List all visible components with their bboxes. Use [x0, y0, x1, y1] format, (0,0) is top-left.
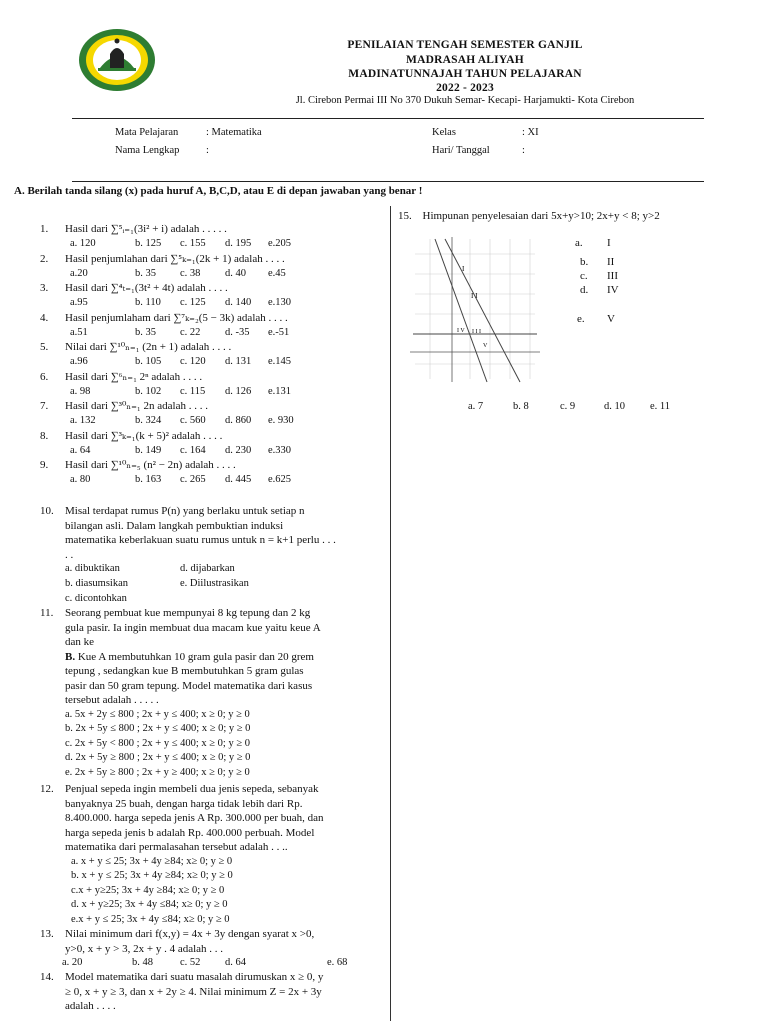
question-text: tersebut adalah . . . . .: [65, 694, 159, 706]
year-line: MADINATUNNAJAH TAHUN PELAJARAN: [348, 68, 582, 80]
q15-bottom-a[interactable]: a. 7: [468, 401, 484, 412]
option-d[interactable]: d. 2x + 5y ≥ 800 ; 2x + y ≤ 400; x ≥ 0; y ≥ 0: [65, 752, 251, 763]
q15-choice-a[interactable]: [575, 236, 611, 251]
option-e[interactable]: e.625: [268, 474, 292, 485]
subject-label: Mata Pelajaran: [115, 127, 179, 138]
question-text: Misal terdapat rumus P(n) yang berlaku untuk setiap n: [65, 505, 305, 517]
question-number: 15.: [398, 210, 412, 222]
question-text: gula pasir. Ia ingin membuat dua macam kue yaitu keue A: [65, 621, 321, 634]
question-number: 8.: [40, 429, 49, 442]
option-e[interactable]: e. Diilustrasikan: [180, 578, 249, 589]
questions-1-9: [40, 222, 385, 488]
option-d[interactable]: d. 195: [225, 238, 252, 249]
option-a[interactable]: a. 64: [70, 444, 91, 456]
question-number: 6.: [40, 370, 49, 383]
option-a[interactable]: a.20: [70, 267, 88, 279]
option-c[interactable]: c.x + y≥25; 3x + 4y ≥84; x≥ 0; y ≥ 0: [71, 884, 225, 896]
option-c[interactable]: c. 52: [180, 957, 201, 968]
choice-letter: a.: [575, 237, 583, 249]
option-c[interactable]: c. 22: [180, 326, 201, 338]
option-d[interactable]: d. dijabarkan: [180, 563, 235, 574]
option-a[interactable]: a. 120: [70, 238, 96, 249]
option-b[interactable]: b. 48: [132, 957, 153, 968]
question-text: Himpunan penyelesaian dari 5x+y>10; 2x+y < 8; y>2: [422, 210, 660, 222]
question-text: Hasil penjumlahan dari ∑⁵ₖ₌₁(2k + 1) adalah . . . .: [65, 252, 285, 265]
option-e[interactable]: e.x + y ≤ 25; 3x + 4y ≤84; x≥ 0; y ≥ 0: [71, 913, 230, 925]
option-d[interactable]: d. 64: [225, 957, 246, 968]
option-e[interactable]: e. 2x + 5y ≥ 800 ; 2x + y ≥ 400; x ≥ 0; y ≥ 0: [65, 766, 250, 778]
question-number: 12.: [40, 783, 54, 795]
choice-value: II: [607, 256, 615, 268]
divider: [72, 181, 704, 182]
question-text: dan ke: [65, 636, 95, 648]
school-logo: [78, 28, 156, 92]
instruction: A. Berilah tanda silang (x) pada huruf A, B,C,D, atau E di depan jawaban yang benar !: [14, 185, 423, 197]
question-text: . .: [65, 548, 74, 561]
question-text: harga sepeda jenis b adalah Rp. 400.000 perbuah. Model: [65, 826, 315, 839]
question-text: 8.400.000. harga sepeda jenis A Rp. 300.000 per buah, dan: [65, 812, 324, 824]
question-15: [398, 209, 758, 224]
option-d[interactable]: d. 40: [225, 267, 246, 279]
region-label-v: V: [483, 343, 488, 349]
question-number: 3.: [40, 282, 49, 294]
choice-letter: d.: [580, 284, 589, 296]
choice-letter: c.: [580, 270, 588, 282]
choice-value: III: [607, 270, 618, 282]
class-value: : XI: [522, 127, 539, 138]
date-value: :: [522, 145, 525, 156]
option-a[interactable]: a. 132: [70, 415, 96, 426]
question-text: pasir dan 50 gram tepung. Model matematika dari kasus: [65, 679, 313, 692]
question-10: [40, 504, 385, 607]
question-text: Hasil dari ∑⁴ₜ₌₁(3t² + 4t) adalah . . . .: [65, 282, 228, 294]
choice-letter: e.: [577, 313, 585, 325]
question-item: [40, 399, 385, 429]
question-13: [40, 927, 385, 971]
option-c[interactable]: c. 2x + 5y < 800 ; 2x + y ≤ 400; x ≥ 0; y ≥ 0: [65, 737, 250, 749]
option-a[interactable]: a.95: [70, 297, 88, 308]
option-b[interactable]: b. 163: [135, 474, 162, 485]
question-text: Hasil dari ∑¹⁰ₙ₌₅ (n² − 2n) adalah . . . .: [65, 459, 236, 471]
option-b[interactable]: b. 105: [135, 356, 162, 367]
option-e[interactable]: e.45: [268, 267, 286, 279]
question-text: Seorang pembuat kue mempunyai 8 kg tepung dan 2 kg: [65, 607, 311, 619]
question-item: [40, 281, 385, 311]
name-label: Nama Lengkap: [115, 145, 180, 156]
question-number: 10.: [40, 505, 54, 517]
option-d[interactable]: d. 860: [225, 415, 252, 426]
option-c[interactable]: c. 38: [180, 267, 201, 279]
question-text: adalah . . . .: [65, 1000, 116, 1012]
option-e[interactable]: e.130: [268, 297, 292, 308]
option-c[interactable]: c. 120: [180, 356, 206, 367]
question-number: 1.: [40, 223, 49, 235]
q15-bottom-e[interactable]: e. 11: [650, 401, 671, 412]
choice-letter: b.: [580, 256, 589, 268]
option-e[interactable]: e.205: [268, 238, 292, 249]
option-b[interactable]: b. x + y ≤ 25; 3x + 4y ≥84; x≥ 0; y ≥ 0: [71, 870, 233, 881]
question-item: [40, 311, 385, 341]
q15-choice-d[interactable]: [580, 283, 619, 298]
question-number: 5.: [40, 341, 49, 353]
q15-bottom-d[interactable]: d. 10: [604, 401, 625, 412]
region-label-iv: I V: [457, 328, 465, 334]
exam-title: PENILAIAN TENGAH SEMESTER GANJIL: [347, 39, 583, 51]
option-a[interactable]: a.96: [70, 356, 88, 367]
question-text: Hasil dari ∑⁶ₙ₌₁ 2ⁿ adalah . . . .: [65, 370, 203, 383]
option-b[interactable]: b. diasumsikan: [65, 578, 128, 589]
question-text: Nilai minimum dari f(x,y) = 4x + 3y dengan syarat x >0,: [65, 928, 315, 940]
option-e[interactable]: e. 930: [268, 415, 294, 426]
option-a[interactable]: a. dibuktikan: [65, 563, 120, 574]
inequality-graph: [405, 234, 545, 384]
option-c[interactable]: c. dicontohkan: [65, 593, 127, 604]
q15-choice-b[interactable]: [580, 255, 615, 270]
option-e[interactable]: e. 68: [327, 957, 348, 968]
option-e[interactable]: e.-51: [268, 326, 290, 338]
region-label-iii: I I I: [472, 329, 481, 335]
question-number: 9.: [40, 459, 49, 471]
question-item: [40, 429, 385, 459]
option-d[interactable]: d. 131: [225, 356, 252, 367]
option-a[interactable]: a. 20: [62, 957, 83, 968]
option-e[interactable]: e.131: [268, 385, 292, 397]
option-d[interactable]: d. x + y≥25; 3x + 4y ≤84; x≥ 0; y ≥ 0: [71, 899, 228, 910]
question-11: [40, 606, 385, 780]
question-item: [40, 458, 385, 488]
school-address: Jl. Cirebon Permai III No 370 Dukuh Semar- Kecapi- Harjamukti- Kota Cirebon: [295, 95, 635, 106]
option-c[interactable]: c. 164: [180, 444, 206, 456]
question-number: 7.: [40, 400, 49, 412]
school-name: MADRASAH ALIYAH: [406, 54, 524, 66]
option-d[interactable]: d. 230: [225, 444, 252, 456]
question-item: [40, 252, 385, 282]
option-d[interactable]: d. -35: [225, 326, 250, 338]
choice-value: V: [607, 313, 615, 325]
region-label-i: I: [462, 265, 465, 273]
question-text: Hasil dari ∑³ₖ₌₁(k + 5)² adalah . . . .: [65, 429, 223, 442]
question-number: 14.: [40, 971, 54, 983]
option-a[interactable]: a.51: [70, 326, 88, 338]
bold-b-label: B.: [65, 650, 76, 663]
question-12: [40, 782, 385, 927]
question-item: [40, 370, 385, 400]
question-text: bilangan asli. Dalam langkah pembuktian induksi: [65, 519, 284, 532]
question-text: Penjual sepeda ingin membeli dua jenis sepeda, sebanyak: [65, 783, 319, 795]
option-d[interactable]: d. 126: [225, 385, 252, 397]
question-text: Model matematika dari suatu masalah dirumuskan x ≥ 0, y: [65, 971, 324, 983]
option-d[interactable]: d. 140: [225, 297, 252, 308]
option-a[interactable]: a. 5x + 2y ≤ 800 ; 2x + y ≤ 400; x ≥ 0; y ≥ 0: [65, 708, 250, 720]
column-divider: [390, 206, 391, 1021]
option-b[interactable]: b. 2x + 5y ≤ 800 ; 2x + y ≤ 400; x ≥ 0; y ≥ 0: [65, 723, 251, 734]
option-b[interactable]: b. 324: [135, 415, 162, 426]
q15-choice-e[interactable]: [577, 312, 615, 327]
option-d[interactable]: d. 445: [225, 474, 252, 485]
option-b[interactable]: b. 149: [135, 444, 162, 456]
class-label: Kelas: [432, 127, 456, 138]
option-e[interactable]: e.330: [268, 444, 292, 456]
option-c[interactable]: c. 560: [180, 415, 206, 426]
question-number: 11.: [40, 607, 54, 619]
option-a[interactable]: a. 98: [70, 385, 91, 397]
option-c[interactable]: c. 115: [180, 385, 206, 397]
question-text: banyaknya 25 buah, dengan harga tidak lebih dari Rp.: [65, 797, 303, 810]
option-a[interactable]: a. 80: [70, 474, 91, 485]
question-item: [40, 340, 385, 370]
question-item: [40, 222, 385, 252]
question-text: Kue A membutuhkan 10 gram gula pasir dan 20 grem: [75, 650, 314, 663]
option-e[interactable]: e.145: [268, 356, 292, 367]
q15-bottom-c[interactable]: c. 9: [560, 401, 576, 412]
name-value: :: [206, 145, 209, 156]
question-text: matematika dari permalasahan tersebut adalah . . ..: [65, 841, 288, 853]
option-b[interactable]: b. 125: [135, 238, 162, 249]
option-b[interactable]: b. 35: [135, 326, 156, 338]
subject-value: : Matematika: [206, 127, 262, 138]
option-b[interactable]: b. 110: [135, 297, 161, 308]
question-text: Hasil dari ∑³⁰ₙ₌₁ 2n adalah . . . .: [65, 400, 208, 412]
option-c[interactable]: c. 125: [180, 297, 206, 308]
question-text: matematika keberlakuan suatu rumus untuk n = k+1 perlu . . .: [65, 534, 336, 546]
question-text: ≥ 0, x + y ≥ 3, dan x + 2y ≥ 4. Nilai minimum Z = 2x + 3y: [65, 985, 322, 998]
question-number: 13.: [40, 928, 54, 940]
option-b[interactable]: b. 35: [135, 267, 156, 279]
question-text: Hasil dari ∑⁵ᵢ₌₁(3i² + i) adalah . . . . .: [65, 223, 227, 235]
date-label: Hari/ Tanggal: [432, 145, 490, 156]
question-text: Hasil penjumlaham dari ∑⁷ₖ₌₂(5 − 3k) adalah . . . .: [65, 311, 288, 324]
question-text: y>0, x + y > 3, 2x + y . 4 adalah . . .: [65, 942, 224, 955]
question-number: 4.: [40, 311, 49, 324]
question-text: tepung , sedangkan kue B membutuhkan 5 gram gulas: [65, 665, 304, 677]
divider: [72, 118, 704, 119]
question-14: [40, 970, 385, 1014]
question-text: Nilai dari ∑¹⁰ₙ₌₁ (2n + 1) adalah . . . .: [65, 341, 232, 353]
q15-bottom-b[interactable]: b. 8: [513, 401, 529, 412]
choice-value: IV: [607, 284, 619, 296]
option-c[interactable]: c. 155: [180, 238, 206, 249]
choice-value: I: [607, 237, 611, 249]
academic-year: 2022 - 2023: [436, 82, 494, 94]
option-a[interactable]: a. x + y ≤ 25; 3x + 4y ≥84; x≥ 0; y ≥ 0: [71, 855, 233, 867]
region-label-ii: I I: [471, 292, 478, 300]
option-b[interactable]: b. 102: [135, 385, 162, 397]
q15-choice-c[interactable]: [580, 269, 618, 284]
question-number: 2.: [40, 252, 49, 265]
option-c[interactable]: c. 265: [180, 474, 206, 485]
